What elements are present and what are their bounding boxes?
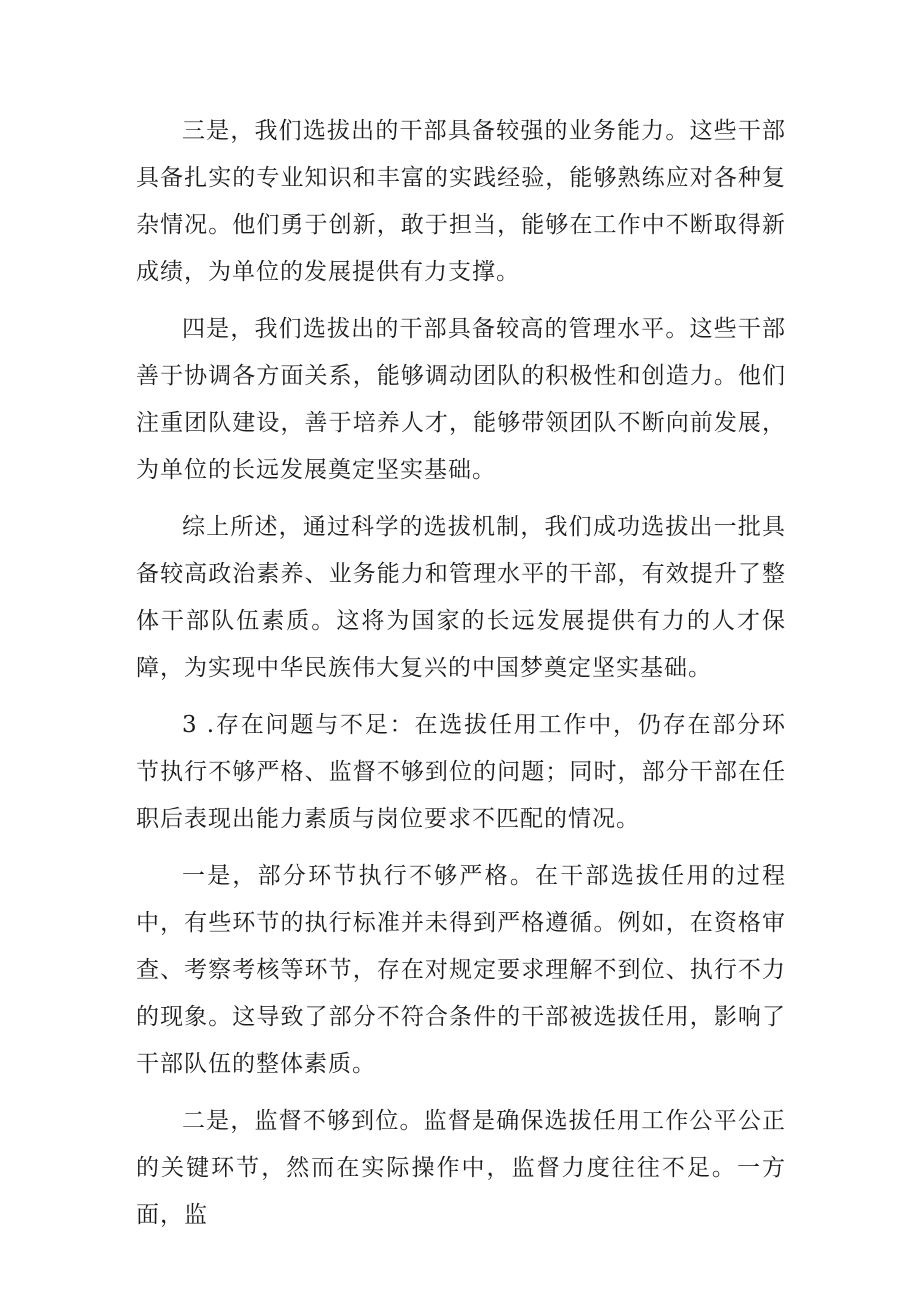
paragraph-summary: 综上所述，通过科学的选拔机制，我们成功选拔出一批具备较高政治素养、业务能力和管理水平的干部，有效提升了整体干部队伍素质。这将为国家的长远发展提供有力的人才保障，为实现中华民族伟大复兴的中国梦奠定坚实基础。 [136, 514, 786, 681]
paragraph-business-ability: 三是，我们选拔出的干部具备较强的业务能力。这些干部具备扎实的专业知识和丰富的实践经验，能够熟练应对各种复杂情况。他们勇于创新，敢于担当，能够在工作中不断取得新成绩，为单位的发展提供有力支撑。 [136, 118, 786, 285]
paragraph-execution-issue: 一是，部分环节执行不够严格。在干部选拔任用的过程中，有些环节的执行标准并未得到严格遵循。例如，在资格审查、考察考核等环节，存在对规定要求理解不到位、执行不力的现象。这导致了部分不符合条件的干部被选拔任用，影响了干部队伍的整体素质。 [136, 863, 786, 1077]
document-body [136, 108, 786, 1249]
paragraph-supervision-issue: 二是，监督不够到位。监督是确保选拔任用工作公平公正的关键环节，然而在实际操作中，监督力度往往不足。一方面，监 [136, 1108, 786, 1228]
paragraph-problems-heading: 3 .存在问题与不足：在选拔任用工作中，仍存在部分环节执行不够严格、监督不够到位的问题；同时，部分干部在任职后表现出能力素质与岗位要求不匹配的情况。 [136, 712, 786, 832]
paragraph-management-level: 四是，我们选拔出的干部具备较高的管理水平。这些干部善于协调各方面关系，能够调动团队的积极性和创造力。他们注重团队建设，善于培养人才，能够带领团队不断向前发展，为单位的长远发展奠定坚实基础。 [136, 316, 786, 483]
